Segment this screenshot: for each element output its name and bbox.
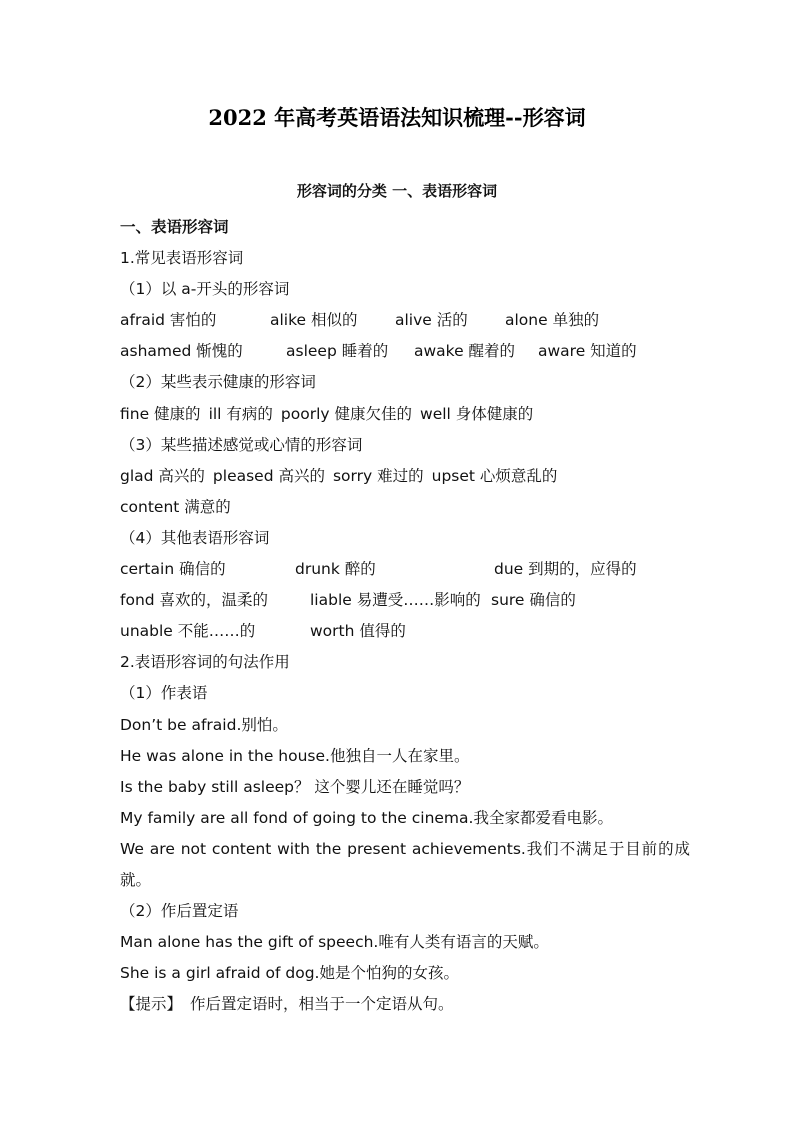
- vocab-entry: aware 知道的: [538, 342, 637, 361]
- example-sentence: He was alone in the house.他独自一人在家里。: [120, 746, 470, 765]
- vocab-entry: pleased 高兴的: [212, 466, 325, 485]
- sec1-heading: 1.常见表语形容词: [120, 249, 244, 268]
- example-sentence: We are not content with the present achievements.我们不满足于目前的成就。: [120, 839, 690, 889]
- example-sentence: Don’t be afraid.别怕。: [120, 715, 288, 734]
- group3-words: [120, 461, 690, 492]
- example-sentence: My family are all fond of going to the cinema.我全家都爱看电影。: [120, 808, 613, 827]
- group4-row-1: [120, 554, 690, 585]
- group3-heading: （3）某些描述感觉或心情的形容词: [120, 435, 363, 454]
- vocab-entry: ill 有病的: [208, 404, 273, 423]
- group4-row-3: [120, 616, 690, 647]
- use1-heading: （1）作表语: [120, 684, 208, 703]
- document-title: 2022 年高考英语语法知识梳理--形容词: [208, 105, 586, 130]
- group1-heading: （1）以 a-开头的形容词: [120, 280, 290, 299]
- vocab-entry: alike 相似的: [270, 311, 358, 330]
- tip-text: 作后置定语时，相当于一个定语从句。: [190, 995, 454, 1014]
- use2-heading: （2）作后置定语: [120, 902, 239, 921]
- group3-extra: content 满意的: [120, 497, 231, 516]
- vocab-entry: certain 确信的: [120, 560, 226, 579]
- vocab-entry: alive 活的: [395, 311, 468, 330]
- vocab-entry: fine 健康的: [120, 404, 201, 423]
- vocab-entry: poorly 健康欠佳的: [280, 404, 413, 423]
- document-body: [120, 212, 690, 1020]
- group4-row-2: [120, 585, 690, 616]
- vocab-entry: unable 不能……的: [120, 622, 256, 641]
- vocab-entry: alone 单独的: [505, 311, 600, 330]
- vocab-entry: worth 值得的: [310, 622, 406, 641]
- sec2-heading: 2.表语形容词的句法作用: [120, 653, 290, 672]
- vocab-entry: awake 醒着的: [414, 342, 516, 361]
- vocab-entry: liable 易遭受……影响的: [310, 591, 481, 610]
- example-sentence: Is the baby still asleep？ 这个婴儿还在睡觉吗？: [120, 777, 470, 796]
- vocab-entry: asleep 睡着的: [286, 342, 389, 361]
- group1-row-1: [120, 305, 690, 336]
- document-subtitle: 形容词的分类 一、表语形容词: [296, 182, 498, 200]
- vocab-entry: drunk 醉的: [295, 560, 376, 579]
- vocab-entry: sorry 难过的: [332, 466, 424, 485]
- vocab-entry: fond 喜欢的，温柔的: [120, 591, 269, 610]
- group1-row-2: [120, 336, 690, 367]
- vocab-entry: due 到期的，应得的: [494, 560, 637, 579]
- vocab-entry: glad 高兴的: [120, 466, 205, 485]
- vocab-entry: upset 心烦意乱的: [431, 466, 558, 485]
- vocab-entry: afraid 害怕的: [120, 311, 217, 330]
- group2-words: [120, 399, 690, 430]
- group2-heading: （2）某些表示健康的形容词: [120, 373, 316, 392]
- example-sentence: Man alone has the gift of speech.唯有人类有语言的天赋。: [120, 933, 549, 952]
- vocab-entry: sure 确信的: [491, 591, 576, 610]
- group4-heading: （4）其他表语形容词: [120, 528, 270, 547]
- example-sentence: She is a girl afraid of dog.她是个怕狗的女孩。: [120, 964, 459, 983]
- vocab-entry: ashamed 惭愧的: [120, 342, 243, 361]
- section-heading: 一、表语形容词: [120, 218, 229, 236]
- vocab-entry: well 身体健康的: [420, 404, 534, 423]
- tip-label: 【提示】: [120, 995, 183, 1014]
- tip-note: [120, 989, 690, 1020]
